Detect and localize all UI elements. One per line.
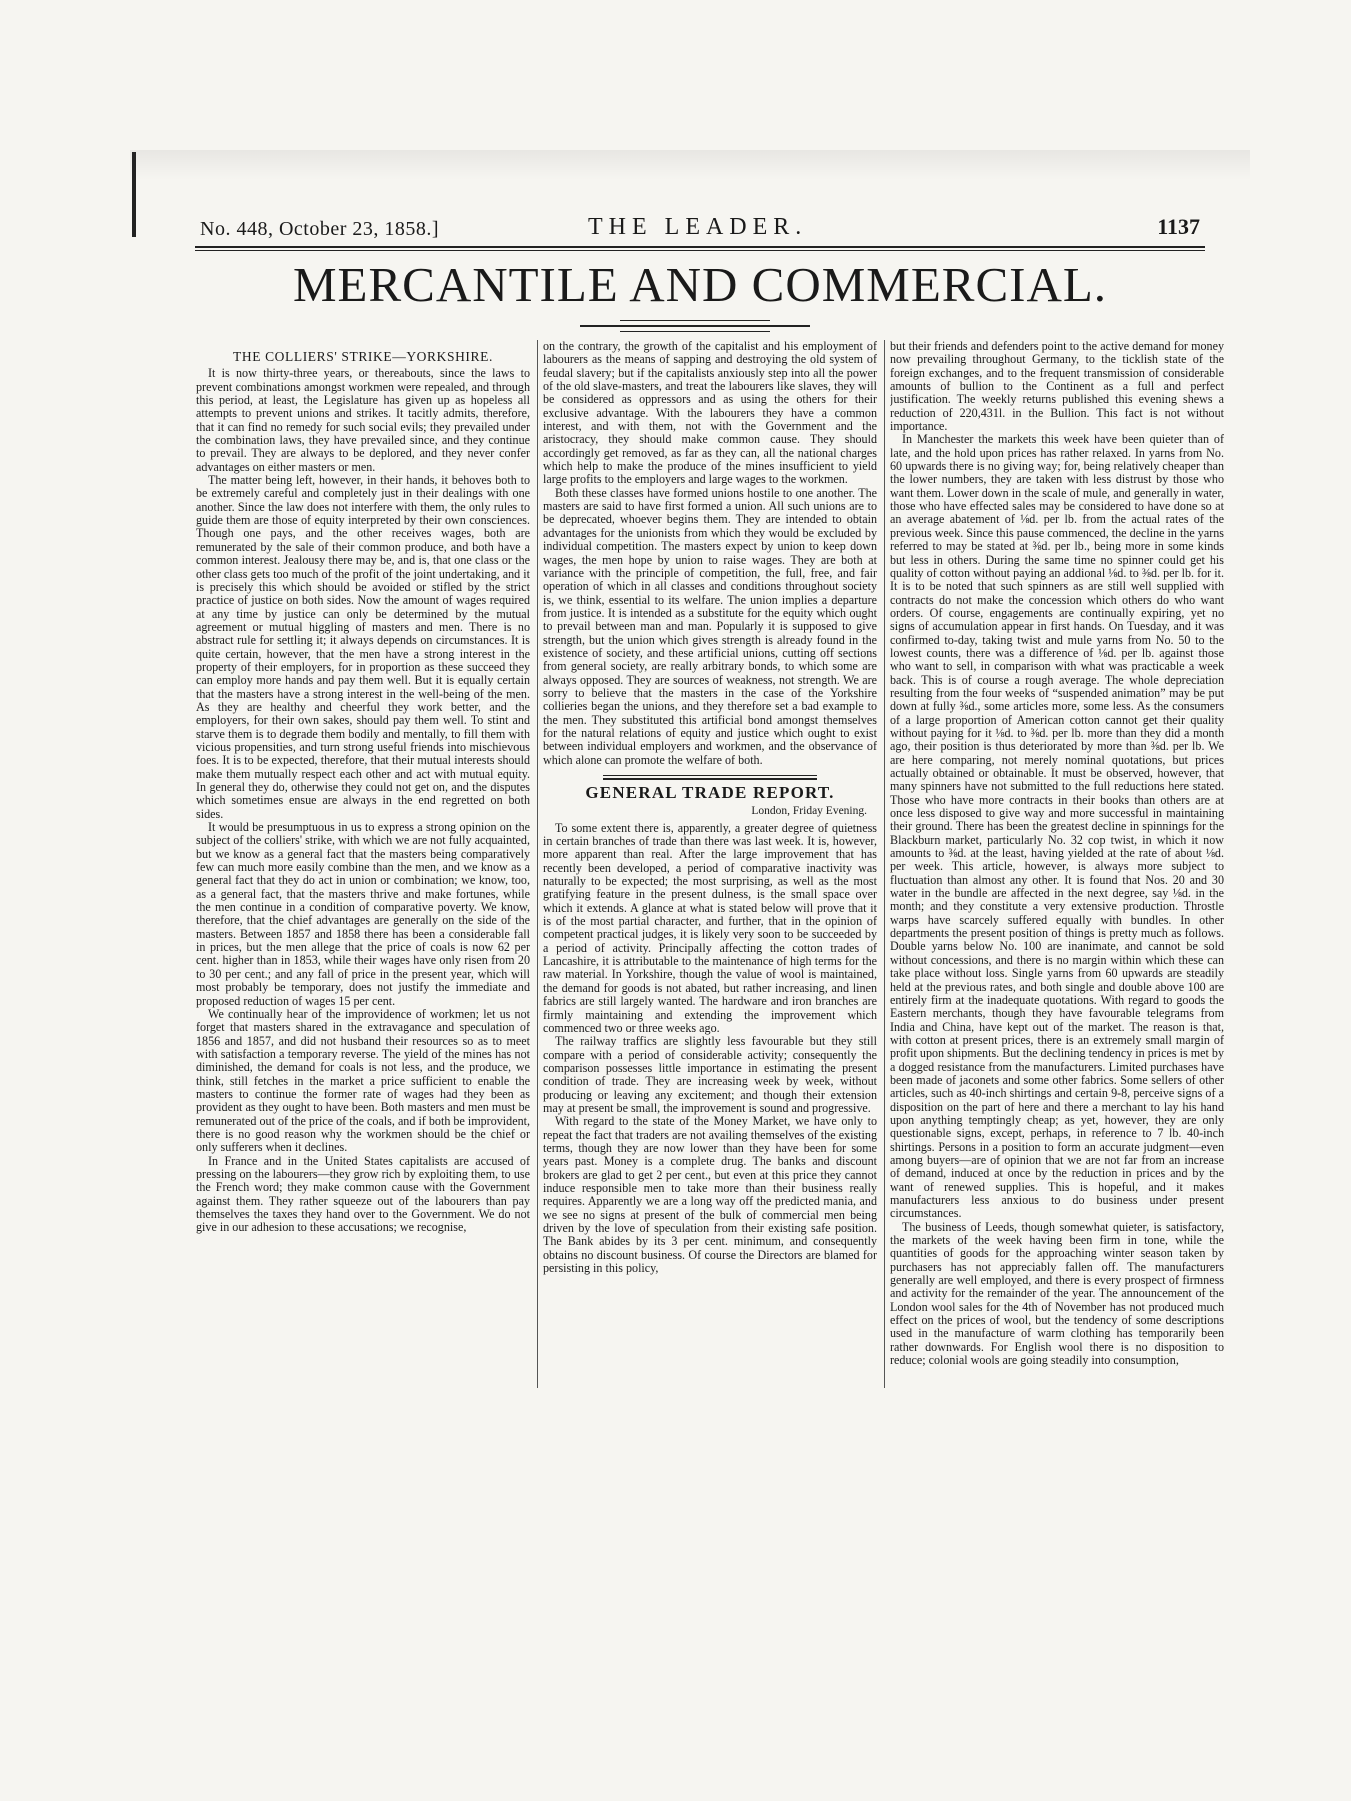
header-rule xyxy=(195,246,1205,248)
paragraph: but their friends and defenders point to the active demand for money now prevailing throughout Germany, to the ticklish state of the foreign exchanges, and to the frequent transmission of considerable amounts of bullion to the Continent as a full and perfect justification. The weekly returns published this evening shews a reduction of 220,431l. in the Bullion. This fact is not without importance. xyxy=(890,340,1224,434)
paragraph: In France and in the United States capitalists are accused of pressing on the labourers—they grow rich by exploiting them, to use the French word; they make common cause with the Government against them. They rather squeeze out of the labourers than pay themselves the taxes they hand over to the Government. We do not give in our adhesion to these accusations; we recognise, xyxy=(196,1153,530,1235)
paragraph: The matter being left, however, in their hands, it behoves both to be extremely careful and completely just in their dealings with one another. Since the law does not interfere with them, the only rules to guide them are those of equity interpreted by their own consciences. Though one pays, and the other receives wages, both are remunerated by the sale of their common produce, and both have a common interest. Jealousy there may be, and is, that one class or the other class gets too much of the profit of the joint undertaking, and it is precisely this which should be avoided or stifled by the strict practice of justice on both sides. Now the amount of wages required at any time by justice can only be determined by the mutual agreement or mutual higgling of masters and men. There is no abstract rule for settling it; it always depends on circumstances. It is quite certain, however, that the men have a strong interest in the property of their employers, for in proportion as these succeed they can employ more hands and pay them well. But it is equally certain that the masters have a strong interest in the well-being of the men. As they are healthy and cheerful they work better, and the employers, for their own sakes, should pay them well. To stint and starve them is to degrade them bodily and mentally, to fill them with vicious propensities, and turn strong useful friends into mischievous foes. It is to be expected, therefore, that their mutual interests should make them mutually respect each other and act with mutual equity. In general they do, otherwise they could not get on, and the disputes which sometimes ensue are always in the end regretted on both sides. xyxy=(196,473,530,821)
paragraph: The railway traffics are slightly less favourable but they still compare with a period of considerable activity; consequently the comparison possesses little importance in estimating the present condition of trade. They are increasing week by week, without producing or leaving any excitement; and though their extension may at present be small, the improvement is sound and progressive. xyxy=(543,1034,877,1115)
issue-line: No. 448, October 23, 1858.] xyxy=(200,218,440,240)
paragraph: We continually hear of the improvidence of workmen; let us not forget that masters shared in the extravagance and speculation of 1856 and 1857, and did not husband their resources so as to meet with satisfaction a temporary reverse. The yield of the mines has not diminished, the demand for coals is not less, and the produce, we think, still fetches in the market a price sufficient to enable the masters to continue the former rate of wages had they been as provident as they ought to have been. Both masters and men must be remunerated out of the price of the coals, and if both be improvident, there is no good reason why the workmen should be the chief or only sufferers when it declines. xyxy=(196,1006,530,1155)
section-masthead: MERCANTILE AND COMMERCIAL. xyxy=(292,257,1108,312)
page-number: 1137 xyxy=(1157,214,1200,239)
paragraph: To some extent there is, apparently, a greater degree of quietness in certain branches of trade than there was last week. It is, however, more apparent than real. After the large improvement that has recently been developed, a period of comparative inactivity was naturally to be expected; the most surprising, as well as the most gratifying feature in the present dulness, is the small space over which it extends. A glance at what is stated below will prove that it is of the most partial character, and further, that in the opinion of competent practical judges, it is likely very soon to be succeeded by a period of activity. Principally affecting the cotton trades of Lancashire, it is attributable to the maintenance of high terms for the raw material. In Yorkshire, though the value of wool is maintained, the demand for goods is not abated, but rather increasing, and linen fabrics are still largely wanted. The hardware and iron branches are firmly maintaining and extending the improvement which commenced two or three weeks ago. xyxy=(543,820,877,1035)
column-divider xyxy=(884,340,885,1388)
dateline: London, Friday Evening. xyxy=(751,805,867,818)
paragraph: With regard to the state of the Money Market, we have only to repeat the fact that traders are not availing themselves of the existing terms, though they are now lower than they have been for some years past. Money is a complete drug. The banks and discount brokers are glad to get 2 per cent., but even at this price they cannot induce responsible men to take more than their business really requires. Apparently we are a long way off the predicted mania, and we see no signs at present of the bulk of commercial men being driven by the love of speculation from their existing safe position. The Bank abides by its 3 per cent. minimum, and consequently obtains no discount business. Of course the Directors are blamed for persisting in this policy, xyxy=(543,1114,877,1276)
header-rule-thin xyxy=(195,250,1205,251)
ornament-rule xyxy=(620,320,770,321)
section-rule xyxy=(603,775,817,776)
column-3 xyxy=(890,340,1224,1380)
scan-shadow xyxy=(130,150,1250,180)
column-2 xyxy=(543,340,877,1380)
column-1 xyxy=(196,346,530,1386)
page-header xyxy=(200,214,1200,244)
paper-title: THE LEADER. xyxy=(588,214,808,240)
scan-edge xyxy=(132,152,136,237)
ornament-rule xyxy=(620,331,770,332)
paragraph: It is now thirty-three years, or thereabouts, since the laws to prevent combinations amongst workmen were repealed, and through this period, at least, the Legislature has given up as hopeless all attempts to prevent unions and strikes. It tacitly admits, therefore, that it can find no remedy for such social evils; they prevailed under the combination laws, they have prevailed since, and they continue to prevail. They are always to be deplored, and they never confer advantages on either masters or men. xyxy=(196,366,530,474)
article-title: THE COLLIERS' STRIKE—YORKSHIRE. xyxy=(233,349,493,364)
ornament-rule xyxy=(580,325,810,327)
section-rule xyxy=(603,778,817,780)
paragraph: It would be presumptuous in us to express a strong opinion on the subject of the colliers' strike, with which we are not fully acquainted, but we know as a general fact that the masters being comparatively few can much more easily combine than the men, and we know as a general fact that they do act in union or combination; we know, too, as a general fact, that the masters thrive and make fortunes, while the men continue in a condition of comparative poverty. We know, therefore, that the chief advantages are generally on the side of the masters. Between 1857 and 1858 there has been a considerable fall in prices, but the men allege that the price of coals is now 62 per cent. higher than in 1853, while their wages have only risen from 20 to 30 per cent.; and any fall of price in the present year, which will most probably be temporary, does not justify the immediate and proposed reduction of wages 15 per cent. xyxy=(196,820,530,1008)
paragraph: In Manchester the markets this week have been quieter than of late, and the hold upon prices has rather relaxed. In yarns from No. 60 upwards there is no giving way; for, being relatively cheaper than the lower numbers, they are taken with less distrust by those who want them. Lower down in the scale of mule, and generally in water, those who have effected sales may be considered to have done so at an average abatement of ⅛d. per lb. from the actual rates of the previous week. Since this pause commenced, the decline in the yarns referred to may be stated at ⅜d. per lb., being more in some kinds but less in others. During the same time no spinner could get his quality of cotton without paying an addional ⅛d. to ⅜d. per lb. for it. It is to be noted that such spinners as are still well supplied with contracts do not make the concession which others do who want orders. Of course, engagements are continually expiring, yet no signs of accumulation appear in first hands. On Tuesday, and it was confirmed to-day, taking twist and mule yarns from No. 50 to the lowest counts, there was a difference of ⅛d. per lb. against those who want to sell, in comparison with what was practicable a week back. This is of course a rough average. The whole depreciation resulting from the four weeks of “suspended animation” may be put down at fully ⅜d., some articles more, some less. As the consumers of a large proportion of American cotton cannot get their quality without paying for it ⅛d. to ⅜d. per lb. more than they did a month ago, their position is thus deteriorated by more than ⅜d. per lb. We are here comparing, not merely nominal quotations, but prices actually obtained or obtainable. It must be observed, however, that many spinners have not submitted to the full reductions here stated. Those who have more contracts in their books than others are at once less disposed to give way and more successful in maintaining their ground. There has been the greatest decline in spinnings for the Blackburn market, particularly No. 32 cop twist, in which it now amounts to ⅜d. at the least, having yielded at the rate of about ⅛d. per week. This article, however, is always more subject to fluctuation than almost any other. It is found that Nos. 20 and 30 water in the bundle are affected in the next degree, say ⅛d. in the month; and they constitute a very extensive production. Throstle warps have scarcely suffered equally with bundles. In other departments the present position of things is pretty much as follows. Double yarns below No. 100 are inanimate, and cannot be sold without concessions, and there is no margin within which these can take place without loss. Single yarns from 60 upwards are steadily held at the previous rates, and both single and double above 100 are entirely firm at the inadequate quotations. With regard to goods the Eastern merchants, though they have favourable telegrams from India and China, have kept out of the market. The reason is that, with cotton at present prices, there is an extremely small margin of profit upon shipments. But the declining tendency in prices is met by a dogged resistance from the manufacturers. Limited purchases have been made of jaconets and some other fabrics. Some sellers of other articles, such as 40-inch shirtings and certain 9-8, perceive signs of a disposition on the part of here and there a merchant to lay his hand upon anything temptingly cheap; as yet, however, they are only questionable signs, except, perhaps, in reference to 7 lb. 40-inch shirtings. Persons in a position to form an accurate judgment—even among buyers—are of opinion that we are not far from an increase of demand, induced at once by the reduction in prices and by the want of renewed supplies. This is hopeful, and it makes manufacturers less anxious to do business under present circumstances. xyxy=(890,432,1224,1221)
paragraph: Both these classes have formed unions hostile to one another. The masters are said to have first formed a union. All such unions are to be deprecated, whoever begins them. They are intended to obtain advantages for the unionists from which they would be excluded by individual competition. The masters expect by union to keep down wages, the men hope by union to raise wages. They are both at variance with the principle of competition, the full, free, and fair operation of which in all classes and conditions throughout society is, we think, essential to its welfare. The union implies a departure from justice. It is intended as a substitute for the equity which ought to prevail between man and man. Popularly it is supposed to give strength, but the union which gives strength is already found in the existence of society, and these artificial unions, cutting off sections from general society, are really arbitrary bonds, to which some are always opposed. They are sources of weakness, not strength. We are sorry to believe that the masters in the case of the Yorkshire collieries began the unions, and they therefore set a bad example to the men. They substituted this artificial bond amongst themselves for the natural relations of equity and justice which ought to exist between individual employers and workmen, and the observance of which alone can promote the welfare of both. xyxy=(543,485,877,767)
paragraph: The business of Leeds, though somewhat quieter, is satisfactory, the markets of the week having been firm in tone, while the quantities of goods for the approaching winter season taken by purchasers has not appreciably fallen off. The manufacturers generally are well employed, and there is every prospect of firmness and activity for the remainder of the year. The announcement of the London wool sales for the 4th of November has not produced much effect on the prices of wool, but the tendency of some descriptions used in the manufacture of warm clothing has temporarily been rather downwards. For English wool there is no disposition to reduce; colonial wools are going steadily into consumption, xyxy=(890,1219,1224,1368)
paragraph: on the contrary, the growth of the capitalist and his employment of labourers as the means of sapping and destroying the old system of feudal slavery; but if the capitalists anxiously step into all the power of the old slave-masters, and treat the labourers like slaves, they will be considered as oppressors and as using the others for their exclusive advantage. With the labourers they have a common interest, and with them, not with the Government and the aristocracy, they should make common cause. They should accordingly get removed, as far as they can, all the national charges which help to make the produce of the mines insufficient to yield large profits to the employers and large wages to the workmen. xyxy=(543,340,877,487)
column-divider xyxy=(537,340,538,1388)
article-title: GENERAL TRADE REPORT. xyxy=(585,783,835,802)
